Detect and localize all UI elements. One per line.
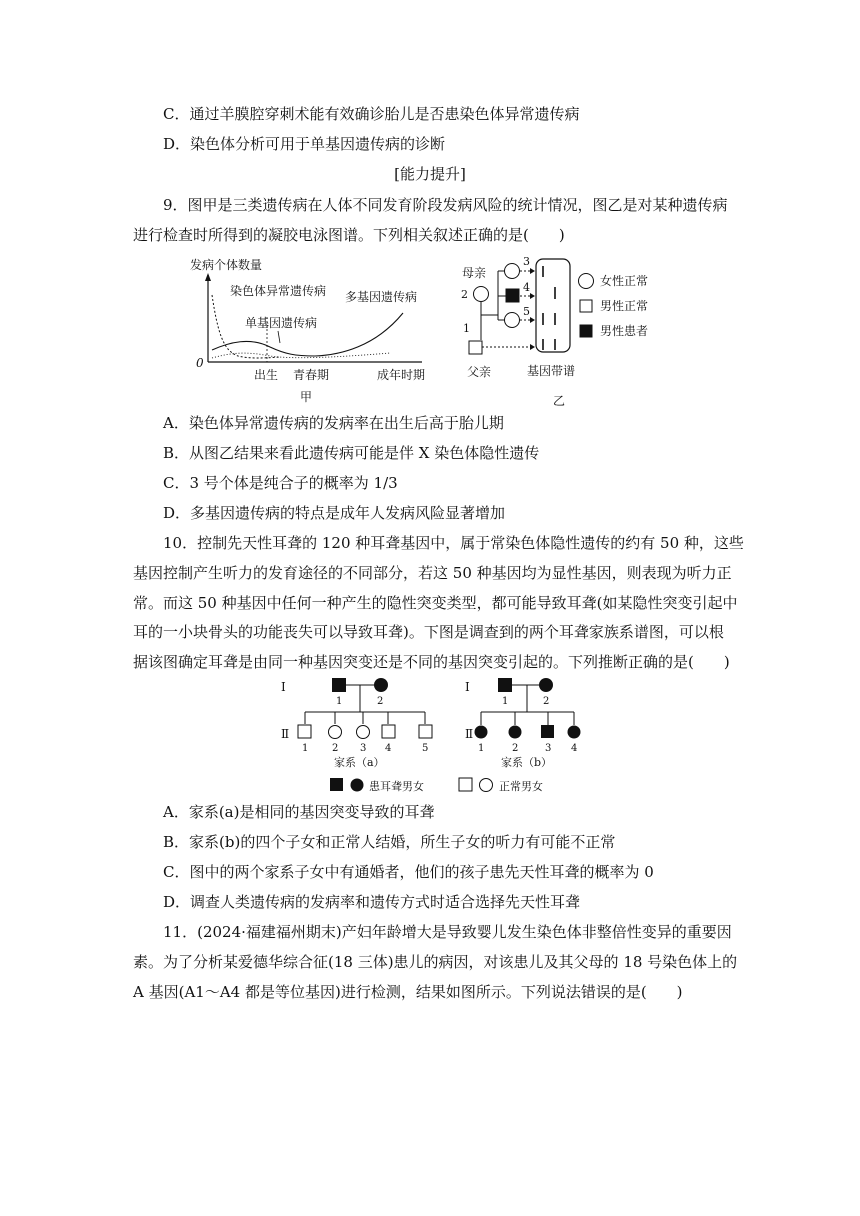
fig-b-legend-patient: 男性患者: [600, 324, 649, 338]
fig-a-II4-num: 4: [385, 743, 392, 754]
q10-option-b: B．家系(b)的四个子女和正常人结婚，所生子女的听力有可能不正常: [163, 833, 616, 851]
fig-a-curve1-label: 染色体异常遗传病: [230, 284, 327, 298]
fig-b-I1: [498, 678, 512, 692]
fig-b-legend-female: 女性正常: [600, 274, 649, 288]
fig-a-II1-num: 1: [302, 743, 309, 754]
fig-a-I2: [374, 678, 388, 692]
legend-normal-label: 正常男女: [499, 780, 543, 793]
q10-stem-line4: 耳的一小块骨头的功能丧失可以导致耳聋)。下图是调查到的两个耳聋家族系谱图，可以根: [133, 623, 724, 641]
q9-stem-line1: 9．图甲是三类遗传病在人体不同发育阶段发病风险的统计情况，图乙是对某种遗传病: [163, 196, 728, 214]
fig-a-xtick-adult: 成年时期: [377, 368, 426, 382]
fig-a-I2-num: 2: [377, 696, 384, 707]
fig-b-n2: 2: [461, 288, 468, 301]
legend-normal-circle: [480, 779, 493, 792]
fig-b-II3: [541, 725, 554, 738]
fig-b-n5: 5: [523, 305, 530, 318]
fig-a-II5: [419, 725, 432, 738]
fig-a-II3-num: 3: [360, 743, 367, 754]
q10-option-c: C．图中的两个家系子女中有通婚者，他们的孩子患先天性耳聋的概率为 0: [163, 863, 654, 881]
fig-b-caption: 乙: [553, 394, 566, 408]
fig-b-caption: 家系（b）: [501, 756, 553, 769]
q10-option-d: D．调查人类遗传病的发病率和遗传方式时适合选择先天性耳聋: [163, 893, 581, 911]
fig-b-I2: [539, 678, 553, 692]
q10-stem-line5: 据该图确定耳聋是由同一种基因突变还是不同的基因突变引起的。下列推断正确的是( ): [133, 653, 730, 671]
fig-b-arrowhead-3: [530, 268, 535, 274]
figure-yi: [455, 255, 675, 410]
fig-b-legend-male-symbol: [580, 300, 592, 312]
q10-stem-line3: 常。而这 50 种基因中任何一种产生的隐性突变类型，都可能导致耳聋(如某隐性突变引起中: [133, 594, 738, 612]
fig-b-gel-box: [536, 259, 570, 352]
fig-b-II1: [475, 726, 488, 739]
fig-a-origin: 0: [196, 356, 204, 370]
fig-a-xtick-birth: 出生: [254, 368, 279, 382]
fig-b-individual-4: [506, 289, 519, 302]
fig-b-legend-patient-symbol: [580, 325, 592, 337]
fig-a-y-arrow: [205, 273, 211, 281]
q9-option-a: A．染色体异常遗传病的发病率在出生后高于胎儿期: [163, 414, 504, 432]
section-title: [能力提升]: [394, 165, 466, 183]
fig-b-n3: 3: [523, 255, 530, 268]
figure-pedigrees: [275, 672, 595, 798]
fig-b-individual-2: [474, 287, 489, 302]
q10-stem-line2: 基因控制产生听力的发育途径的不同部分，若这 50 种基因均为显性基因，则表现为听力正: [133, 564, 732, 582]
figure-jia: [190, 255, 440, 405]
fig-b-father-label: 父亲: [467, 365, 492, 379]
fig-a-I1: [332, 678, 346, 692]
fig-b-II3-num: 3: [545, 743, 552, 754]
legend-normal-square: [459, 778, 472, 791]
q11-stem-line3: A 基因(A1～A4 都是等位基因)进行检测，结果如图所示。下列说法错误的是( ): [133, 983, 683, 1001]
fig-a-II3: [357, 726, 370, 739]
fig-genII-label-a: Ⅱ: [281, 727, 290, 741]
fig-b-arrowhead-1: [530, 344, 535, 350]
fig-b-individual-3: [505, 264, 520, 279]
fig-genI-label-b: Ⅰ: [465, 680, 470, 694]
fig-a-curve3-label: 单基因遗传病: [245, 316, 318, 330]
fig-a-curve3-pointer: [278, 331, 280, 343]
fig-a-ylabel: 发病个体数量: [190, 258, 263, 272]
fig-b-n1: 1: [463, 322, 470, 335]
fig-b-I2-num: 2: [543, 696, 550, 707]
fig-a-caption: 家系（a）: [334, 756, 385, 769]
q11-stem-line1: 11．(2024·福建福州期末)产妇年龄增大是导致婴儿发生染色体非整倍性变异的重要因: [163, 923, 732, 941]
fig-a-I1-num: 1: [336, 696, 343, 707]
fig-b-arrowhead-4: [530, 293, 535, 299]
fig-b-mother-label: 母亲: [462, 266, 487, 280]
fig-b-individual-1: [469, 341, 482, 354]
fig-b-gel-label: 基因带谱: [527, 364, 576, 378]
fig-b-n4: 4: [523, 281, 530, 294]
fig-genI-label-a: Ⅰ: [281, 680, 286, 694]
fig-b-II1-num: 1: [478, 743, 485, 754]
fig-b-II4: [568, 726, 581, 739]
q9-option-c: C．3 号个体是纯合子的概率为 1/3: [163, 474, 398, 492]
legend-affected-square: [330, 778, 343, 791]
fig-a-xtick-puberty: 青春期: [293, 368, 330, 382]
q9-option-b: B．从图乙结果来看此遗传病可能是伴 X 染色体隐性遗传: [163, 444, 540, 462]
legend-affected-label: 患耳聋男女: [369, 780, 424, 793]
fig-a-caption: 甲: [300, 390, 313, 404]
fig-a-II5-num: 5: [422, 743, 429, 754]
q10-option-a: A．家系(a)是相同的基因突变导致的耳聋: [163, 803, 435, 821]
fig-b-individual-5: [505, 313, 520, 328]
fig-a-II2-num: 2: [332, 743, 339, 754]
fig-a-curve2-label: 多基因遗传病: [345, 290, 418, 304]
q8-option-d: D．染色体分析可用于单基因遗传病的诊断: [163, 135, 446, 153]
fig-a-II2: [329, 726, 342, 739]
q9-option-d: D．多基因遗传病的特点是成年人发病风险显著增加: [163, 504, 506, 522]
fig-b-II4-num: 4: [571, 743, 578, 754]
legend-affected-circle: [351, 779, 364, 792]
fig-b-legend-female-symbol: [579, 274, 594, 289]
fig-a-II1: [298, 725, 311, 738]
q10-stem-line1: 10．控制先天性耳聋的 120 种耳聋基因中，属于常染色体隐性遗传的约有 50 种，这些: [163, 534, 744, 552]
fig-b-II2-num: 2: [512, 743, 519, 754]
q8-option-c: C．通过羊膜腔穿刺术能有效确诊胎儿是否患染色体异常遗传病: [163, 105, 580, 123]
fig-b-arrowhead-5: [530, 317, 535, 323]
fig-b-legend-male: 男性正常: [600, 299, 649, 313]
q9-stem-line2: 进行检查时所得到的凝胶电泳图谱。下列相关叙述正确的是( ): [133, 226, 565, 244]
q11-stem-line2: 素。为了分析某爱德华综合征(18 三体)患儿的病因，对该患儿及其父母的 18 号染色体上的: [133, 953, 738, 971]
fig-b-II2: [509, 726, 522, 739]
fig-genII-label-b: Ⅱ: [465, 727, 474, 741]
fig-a-II4: [382, 725, 395, 738]
fig-b-I1-num: 1: [502, 696, 509, 707]
